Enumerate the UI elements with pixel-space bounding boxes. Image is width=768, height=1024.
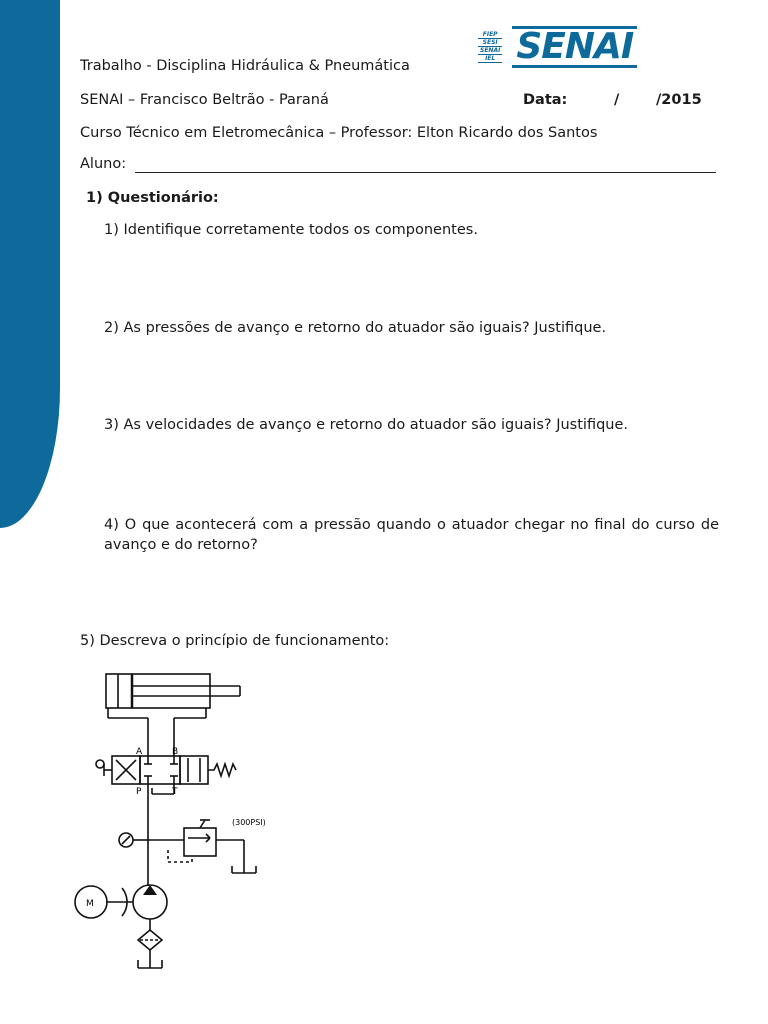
relief-setting-label: (300PSI) — [232, 818, 266, 827]
header-institution: SENAI – Francisco Beltrão - Paraná — [80, 92, 329, 108]
senai-logo — [478, 24, 688, 70]
question-1: 1) Identifique corretamente todos os componentes. — [104, 222, 478, 238]
question-5: 5) Descreva o princípio de funcionamento: — [80, 633, 390, 649]
date-year: /2015 — [656, 92, 702, 108]
port-b-label: B — [172, 747, 179, 757]
student-name-field — [80, 156, 716, 172]
question-3: 3) As velocidades de avanço e retorno do atuador são iguais? Justifique. — [104, 417, 628, 433]
student-name-underline — [135, 172, 716, 173]
logo-wordmark: SENAI — [512, 26, 637, 68]
port-p-label: P — [136, 787, 142, 797]
hydraulic-cylinder — [106, 674, 210, 708]
question-4: 4) O que acontecerá com a pressão quando o atuador chegar no final do curso de avanço e do retorno? — [104, 517, 719, 553]
relief-valve — [184, 828, 216, 856]
question-2: 2) As pressões de avanço e retorno do atuador são iguais? Justifique. — [104, 320, 607, 336]
decorative-side-band — [0, 0, 60, 528]
directional-valve — [96, 756, 236, 784]
date-slash: / — [614, 92, 620, 108]
port-a-label: A — [136, 747, 143, 757]
header-course-title: Trabalho - Disciplina Hidráulica & Pneumática — [80, 58, 410, 74]
header-course-professor: Curso Técnico em Eletromecânica – Professor: Elton Ricardo dos Santos — [80, 125, 598, 141]
logo-institutions: FIEP SESI SENAI IEL — [480, 31, 501, 62]
port-t-label: T — [172, 787, 178, 797]
motor-label: M — [86, 899, 94, 909]
student-label: Aluno: — [80, 156, 127, 172]
date-label: Data: — [523, 92, 568, 108]
section-title: 1) Questionário: — [86, 190, 219, 206]
hydraulic-circuit-diagram — [66, 668, 296, 973]
